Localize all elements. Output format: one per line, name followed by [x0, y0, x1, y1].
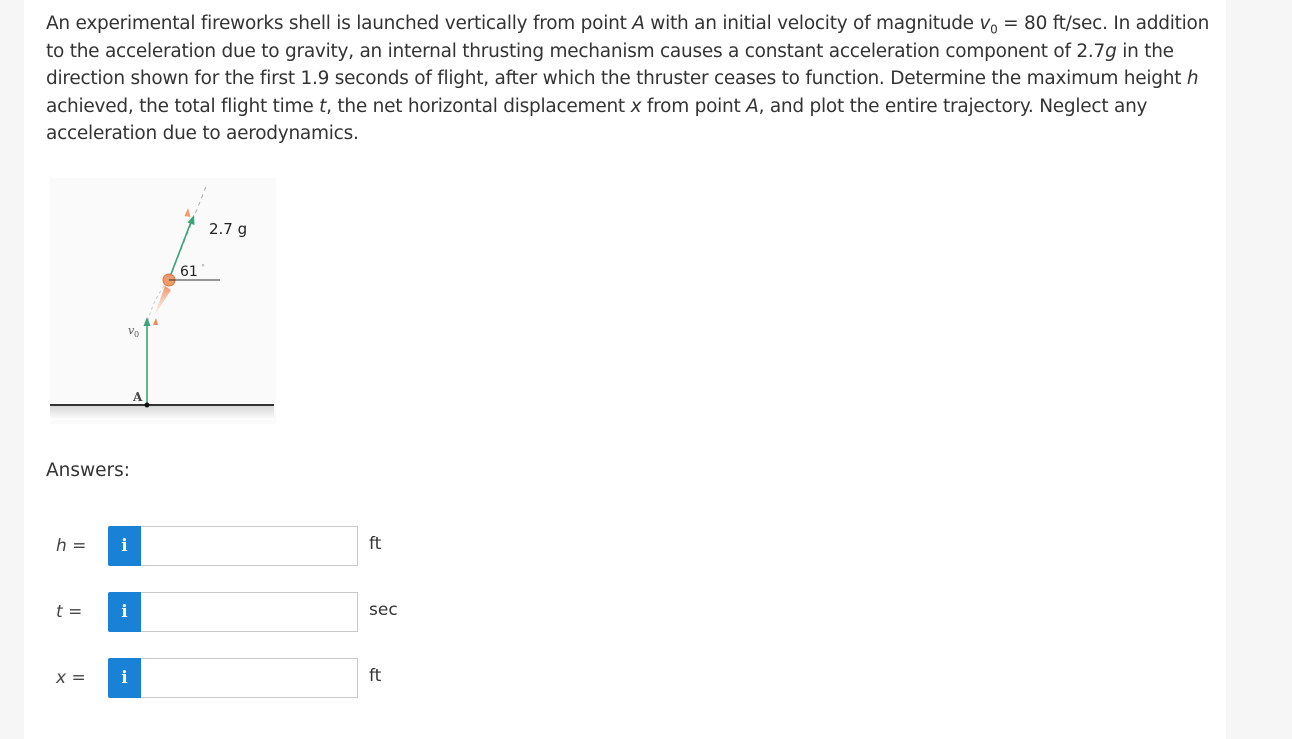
- v0-subscript: 0: [134, 330, 140, 339]
- answer-row-h: [0, 526, 600, 568]
- point-a-marker: [145, 403, 150, 408]
- ground-shade: [50, 406, 274, 420]
- info-button-x[interactable]: i: [108, 658, 141, 698]
- degree-symbol: °: [201, 263, 205, 272]
- x-label: x =: [56, 668, 86, 688]
- answer-row-x: [0, 658, 600, 700]
- info-button-t[interactable]: i: [108, 592, 141, 632]
- x-input[interactable]: [141, 658, 358, 698]
- point-a-label: A: [133, 390, 143, 404]
- x-unit: ft: [369, 666, 382, 686]
- angle-label: 61: [180, 264, 198, 280]
- trajectory-figure: [50, 178, 276, 424]
- t-unit: sec: [369, 600, 398, 620]
- info-button-h[interactable]: i: [108, 526, 141, 566]
- h-input[interactable]: [141, 526, 358, 566]
- answer-row-t: [0, 592, 600, 634]
- answers-heading: Answers:: [46, 460, 131, 481]
- t-label: t =: [56, 602, 83, 622]
- h-label: h =: [56, 536, 87, 556]
- figure-svg: [50, 178, 276, 424]
- v0-label: v: [128, 324, 135, 337]
- accel-label: 2.7 g: [209, 220, 248, 238]
- h-unit: ft: [369, 534, 382, 554]
- t-input[interactable]: [141, 592, 358, 632]
- problem-statement: An experimental fireworks shell is launched vertically from point A with an initial velocity of magnitude $v_0 = 80$ ft/sec. In addition to the acceleration due to gravity, an internal thrusting mechanism causes a constant acceleration component of 2.7g in the direction shown for the first 1.9 seconds of flight, after which the thruster ceases to function. Determine the maximum height h achieved, the total flight time t, the net horizontal displacement x from point A, and plot the entire trajectory. Neglect any acceleration due to aerodynamics.: [46, 13, 1210, 144]
